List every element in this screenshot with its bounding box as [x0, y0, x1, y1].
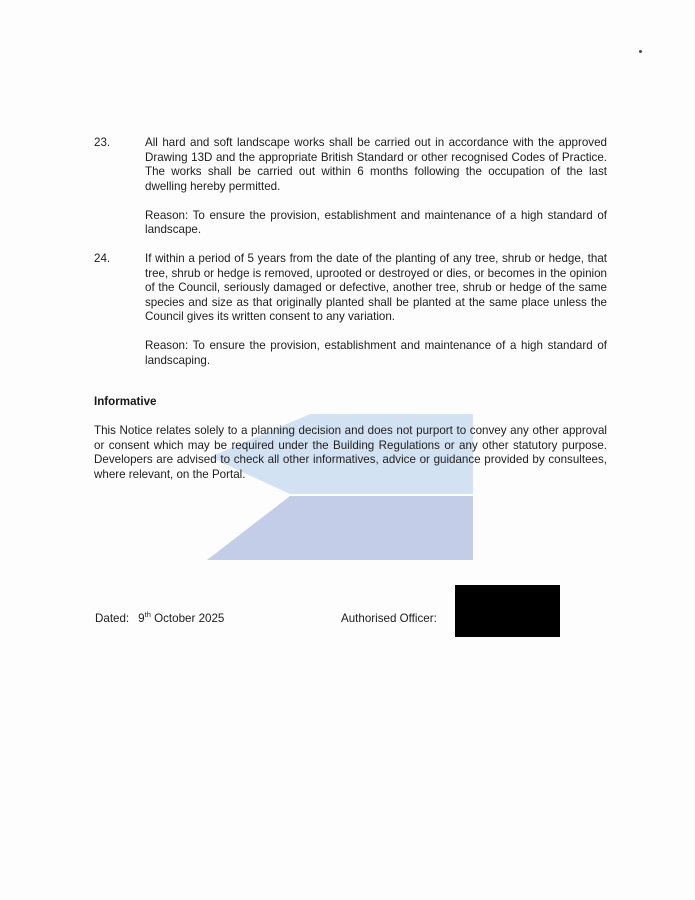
dated-line: [95, 612, 224, 627]
authorised-officer-label: Authorised Officer:: [341, 612, 437, 625]
dated-value: 9th October 2025: [138, 610, 225, 625]
informative-heading: Informative: [94, 395, 157, 408]
redaction-box: [455, 585, 560, 637]
condition-text: If within a period of 5 years from the date of the planting of any tree, shrub or hedge, that tree, shrub or hedge is removed, uprooted or destroyed or dies, or becomes in the opinion of the Council, seriously damaged or defective, another tree, shrub or hedge of the same species and size as that originally planted shall be planted at the same place unless the Council gives its written consent to any variation.: [145, 252, 607, 323]
document-content: [94, 136, 607, 482]
footer-row: [0, 612, 695, 632]
informative-body: This Notice relates solely to a planning decision and does not purport to convey any other approval or consent which may be required under the Building Regulations or any other statutory purpose. Developers are advised to check all other informatives, advice or guidance provided by consultees, where relevant, on the Portal.: [94, 424, 607, 481]
dated-label: Dated:: [95, 612, 130, 625]
condition-item-24: [94, 252, 607, 368]
watermark-lower-shape: [207, 496, 473, 560]
condition-number: 23.: [94, 136, 111, 149]
condition-body: [145, 136, 607, 238]
date-ordinal-suffix: th: [144, 610, 151, 620]
condition-text: All hard and soft landscape works shall be carried out in accordance with the approved Drawing 13D and the appropriate British Standard or other recognised Codes of Practice. The works shall be carried out within 6 months following the occupation of the last dwelling hereby permitted.: [145, 136, 607, 193]
condition-reason: Reason: To ensure the provision, establishment and maintenance of a high standard of landscape.: [145, 208, 607, 236]
condition-reason: Reason: To ensure the provision, establishment and maintenance of a high standard of landscaping.: [145, 339, 607, 367]
condition-item-23: [94, 136, 607, 238]
condition-body: [145, 252, 607, 368]
scan-artifact-dot: [639, 50, 642, 53]
condition-number: 24.: [94, 252, 111, 265]
